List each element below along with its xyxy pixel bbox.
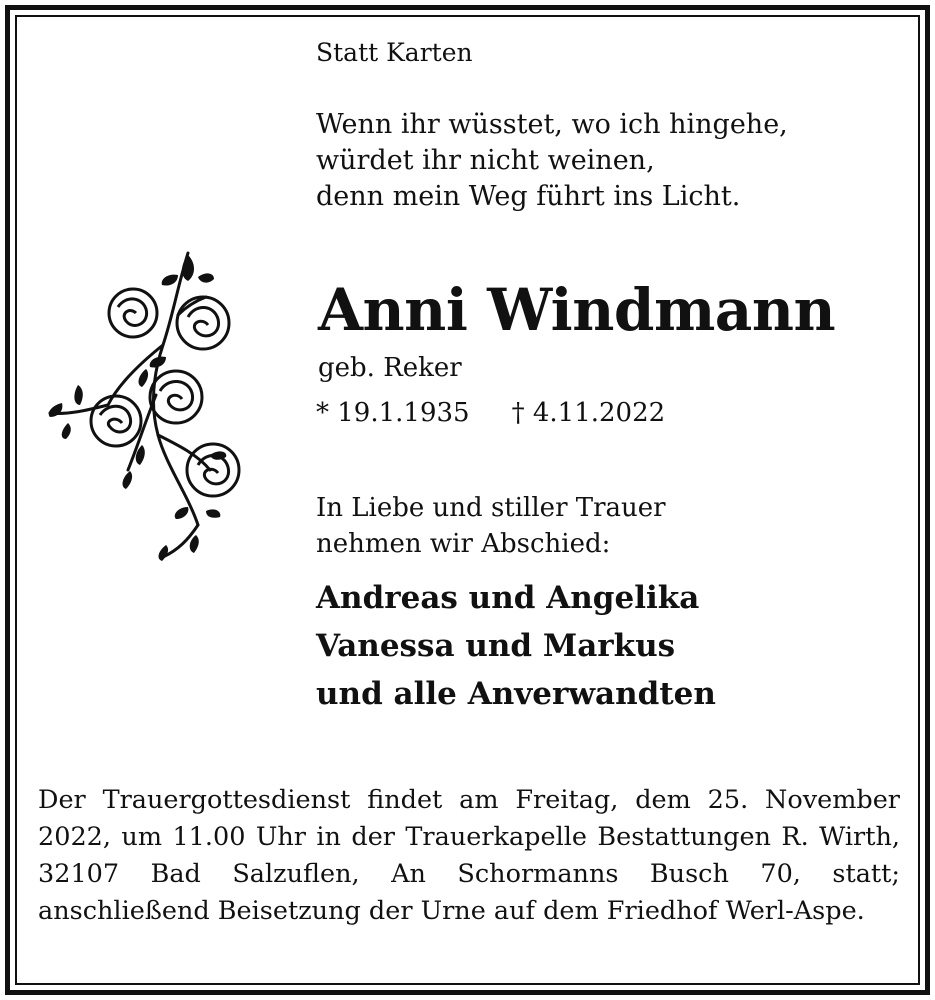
service-details: Der Trauergottesdienst findet am Freitag, dem 25. November 2022, um 11.00 Uhr in der Trauerkapelle Bestattungen R. Wirth, 32107 Bad Salzuflen, An Schormanns Busch 70, statt; anschließend Beisetzung der Urne auf dem Friedhof Werl-Aspe. (38, 784, 900, 926)
birth-name: geb. Reker (318, 353, 462, 383)
mourning-line: nehmen wir Abschied: (316, 529, 611, 559)
poem-line: würdet ihr nicht weinen, (316, 145, 655, 176)
roses-illustration-icon (38, 245, 248, 565)
birth-date: * 19.1.1935 (316, 398, 470, 428)
mourning-text (316, 490, 666, 562)
poem (316, 107, 788, 215)
poem-line: Wenn ihr wüsstet, wo ich hingehe, (316, 109, 788, 140)
mourning-line: In Liebe und stiller Trauer (316, 493, 666, 523)
header-statt-karten: Statt Karten (316, 38, 473, 67)
poem-line: denn mein Weg führt ins Licht. (316, 181, 741, 212)
family-list (316, 574, 716, 718)
family-member: Vanessa und Markus (316, 628, 676, 664)
deceased-name: Anni Windmann (318, 276, 836, 344)
family-member: und alle Anverwandten (316, 676, 716, 712)
family-member: Andreas und Angelika (316, 580, 700, 616)
death-date: † 4.11.2022 (511, 398, 666, 428)
life-dates (316, 398, 665, 428)
